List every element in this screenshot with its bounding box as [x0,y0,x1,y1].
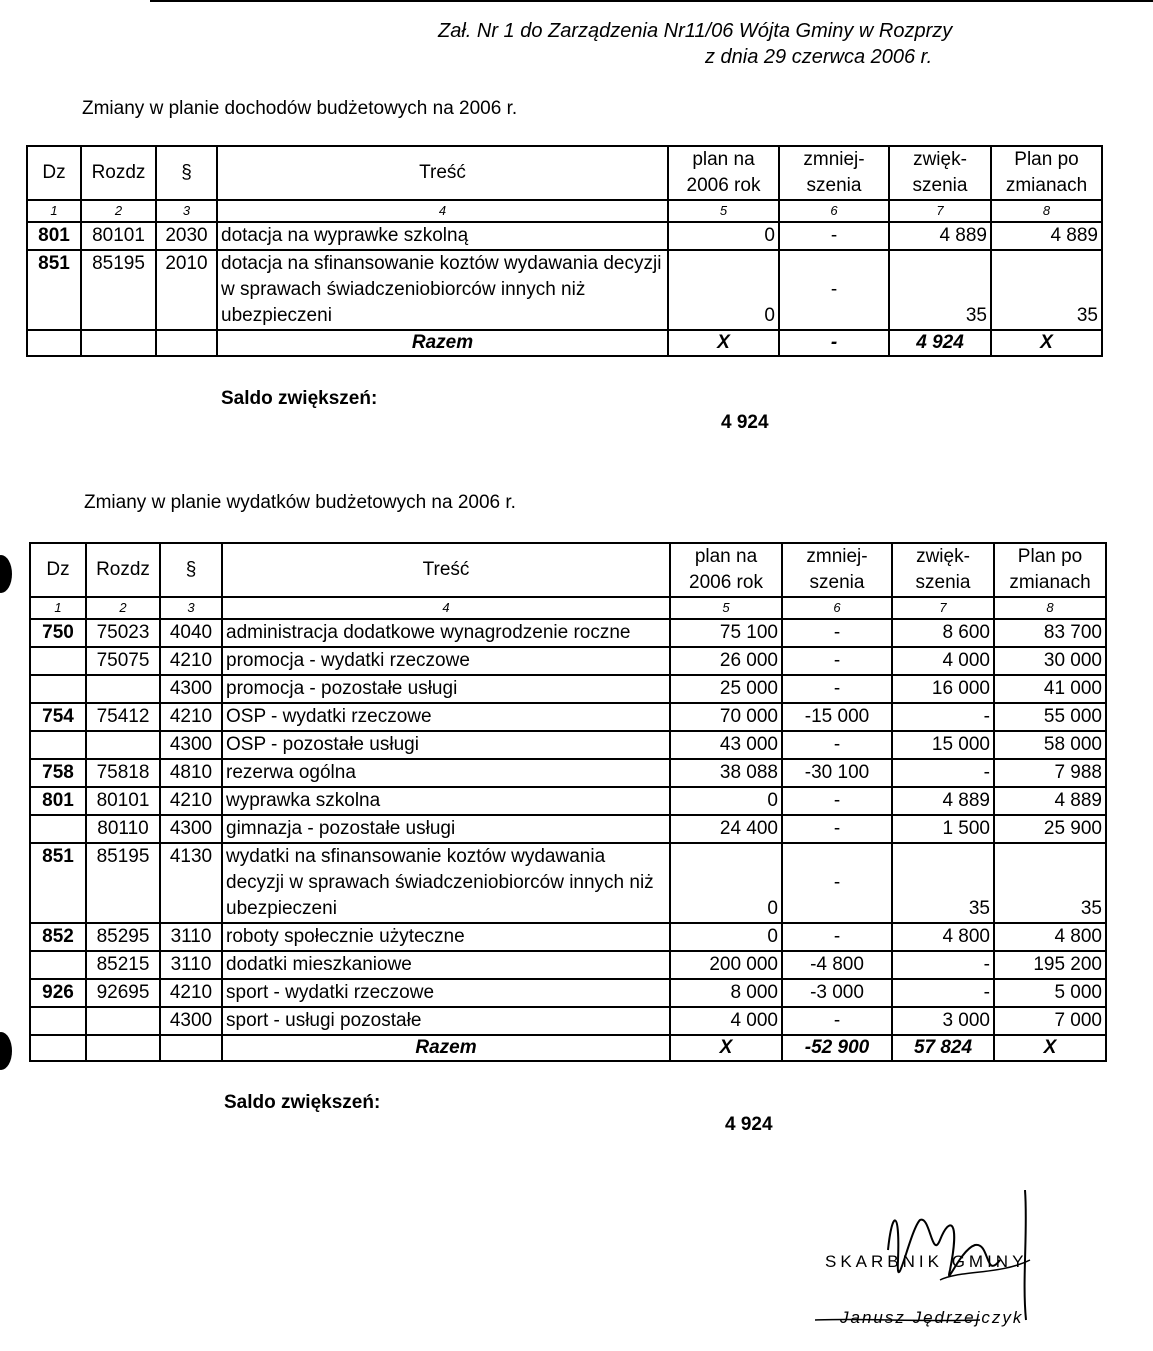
total-after-change: X [991,330,1102,356]
empty-cell [156,330,217,356]
table-row [30,787,1106,815]
increase-cell: 4 889 [892,787,994,815]
paragraph-cell: 4810 [160,759,222,787]
description-cell: dodatki mieszkaniowe [222,951,670,979]
expenses-saldo-value: 4 924 [725,1114,773,1135]
signature-stamp: SKARBNIK GMINY [825,1252,1028,1271]
increase-cell: - [892,979,994,1007]
after-change-cell: 55 000 [994,703,1106,731]
col-number: 2 [86,597,160,619]
after-change-cell: 4 800 [994,923,1106,951]
col-number: 4 [222,597,670,619]
division-cell: 801 [27,222,81,250]
paragraph-cell: 2010 [156,250,217,330]
after-change-cell: 4 889 [994,787,1106,815]
total-plan: X [668,330,779,356]
description-cell: promocja - wydatki rzeczowe [222,647,670,675]
signature-name: Janusz Jędrzejczyk [840,1308,1024,1327]
division-cell [30,647,86,675]
income-section-title: Zmiany w planie dochodów budżetowych na 2006 r. [82,98,518,119]
chapter-cell: 80101 [86,787,160,815]
after-change-cell: 30 000 [994,647,1106,675]
total-row [27,330,1102,356]
expenses-column-numbers [30,597,1106,619]
col-header-zmniejszenia: zmniej-szenia [782,543,892,597]
col-header-po-zmianach: Plan po zmianach [994,543,1106,597]
plan-cell: 200 000 [670,951,782,979]
table-row [30,1007,1106,1035]
paragraph-cell: 4300 [160,675,222,703]
total-label: Razem [222,1035,670,1061]
chapter-cell [86,1007,160,1035]
division-cell [30,731,86,759]
col-header-dz: Dz [27,146,81,200]
punch-hole-mark [0,555,12,593]
plan-cell: 8 000 [670,979,782,1007]
increase-cell: 1 500 [892,815,994,843]
description-cell: sport - usługi pozostałe [222,1007,670,1035]
expenses-section-title: Zmiany w planie wydatków budżetowych na 2006 r. [84,492,516,513]
col-header-zwiekszenia: zwięk-szenia [892,543,994,597]
paragraph-cell: 4300 [160,1007,222,1035]
income-saldo-label: Saldo zwiększeń: [221,388,378,409]
description-cell: rezerwa ogólna [222,759,670,787]
division-cell: 801 [30,787,86,815]
col-header-zmniejszenia: zmniej-szenia [779,146,889,200]
plan-cell: 0 [670,787,782,815]
table-row [30,619,1106,647]
col-header-zwiekszenia: zwięk-szenia [889,146,991,200]
col-header-paragraph: § [160,543,222,597]
paragraph-cell: 4210 [160,787,222,815]
chapter-cell: 92695 [86,979,160,1007]
description-cell: wyprawka szkolna [222,787,670,815]
chapter-cell: 85215 [86,951,160,979]
description-cell: OSP - pozostałe usługi [222,731,670,759]
decrease-cell: - [779,250,889,330]
paragraph-cell: 3110 [160,951,222,979]
table-row [30,703,1106,731]
decrease-cell: - [782,787,892,815]
increase-cell: 4 889 [889,222,991,250]
chapter-cell: 80101 [81,222,156,250]
after-change-cell: 35 [991,250,1102,330]
paragraph-cell: 3110 [160,923,222,951]
division-cell [30,675,86,703]
total-decrease: -52 900 [782,1035,892,1061]
col-number: 5 [670,597,782,619]
chapter-cell: 75818 [86,759,160,787]
increase-cell: 15 000 [892,731,994,759]
after-change-cell: 25 900 [994,815,1106,843]
table-row [30,979,1106,1007]
after-change-cell: 35 [994,843,1106,923]
plan-cell: 25 000 [670,675,782,703]
paragraph-cell: 4130 [160,843,222,923]
empty-cell [81,330,156,356]
col-number: 6 [779,200,889,222]
after-change-cell: 7 988 [994,759,1106,787]
total-increase: 57 824 [892,1035,994,1061]
increase-cell: 16 000 [892,675,994,703]
col-number: 3 [160,597,222,619]
expenses-table [29,542,1107,1062]
col-header-rozdz: Rozdz [86,543,160,597]
total-increase: 4 924 [889,330,991,356]
plan-cell: 0 [670,843,782,923]
table-row [30,843,1106,923]
table-row [27,222,1102,250]
col-number: 8 [991,200,1102,222]
col-header-plan: plan na 2006 rok [668,146,779,200]
after-change-cell: 41 000 [994,675,1106,703]
increase-cell: 4 000 [892,647,994,675]
after-change-cell: 4 889 [991,222,1102,250]
division-cell [30,815,86,843]
description-cell: gimnazja - pozostałe usługi [222,815,670,843]
plan-cell: 4 000 [670,1007,782,1035]
top-rule [150,0,1153,2]
after-change-cell: 58 000 [994,731,1106,759]
division-cell: 851 [30,843,86,923]
income-column-numbers [27,200,1102,222]
increase-cell: 35 [892,843,994,923]
increase-cell: - [892,759,994,787]
decrease-cell: -30 100 [782,759,892,787]
table-row [30,759,1106,787]
table-row [30,923,1106,951]
income-header-row [27,146,1102,200]
division-cell: 852 [30,923,86,951]
after-change-cell: 83 700 [994,619,1106,647]
total-plan: X [670,1035,782,1061]
decrease-cell: - [782,843,892,923]
signature-block [800,1190,1100,1340]
punch-hole-mark [0,1032,12,1070]
table-row [30,731,1106,759]
chapter-cell: 85195 [81,250,156,330]
col-number: 7 [889,200,991,222]
empty-cell [30,1035,86,1061]
increase-cell: - [892,703,994,731]
col-number: 1 [27,200,81,222]
plan-cell: 38 088 [670,759,782,787]
income-saldo-value: 4 924 [721,412,769,433]
col-header-plan: plan na 2006 rok [670,543,782,597]
table-row [30,675,1106,703]
after-change-cell: 7 000 [994,1007,1106,1035]
division-cell [30,1007,86,1035]
col-number: 6 [782,597,892,619]
description-cell: dotacja na sfinansowanie koztów wydawania decyzji w sprawach świadczeniobiorców innych niż ubezpieczeni [217,250,668,330]
decrease-cell: - [782,1007,892,1035]
col-number: 4 [217,200,668,222]
total-label: Razem [217,330,668,356]
description-cell: OSP - wydatki rzeczowe [222,703,670,731]
decrease-cell: - [782,647,892,675]
paragraph-cell: 2030 [156,222,217,250]
description-cell: dotacja na wyprawke szkolną [217,222,668,250]
total-row [30,1035,1106,1061]
table-row [30,815,1106,843]
reference-line-1: Zał. Nr 1 do Zarządzenia Nr11/06 Wójta Gminy w Rozprzy [438,20,953,42]
col-header-paragraph: § [156,146,217,200]
reference-date-line: z dnia 29 czerwca 2006 r. [705,46,933,68]
description-cell: administracja dodatkowe wynagrodzenie roczne [222,619,670,647]
division-cell: 851 [27,250,81,330]
income-table [26,145,1103,357]
description-cell: sport - wydatki rzeczowe [222,979,670,1007]
table-row [27,250,1102,330]
expenses-saldo-label: Saldo zwiększeń: [224,1092,381,1113]
plan-cell: 43 000 [670,731,782,759]
empty-cell [160,1035,222,1061]
plan-cell: 26 000 [670,647,782,675]
division-cell [30,951,86,979]
increase-cell: 4 800 [892,923,994,951]
empty-cell [86,1035,160,1061]
decrease-cell: - [782,731,892,759]
chapter-cell: 85195 [86,843,160,923]
plan-cell: 75 100 [670,619,782,647]
paragraph-cell: 4210 [160,647,222,675]
col-header-dz: Dz [30,543,86,597]
decrease-cell: - [782,675,892,703]
chapter-cell [86,731,160,759]
after-change-cell: 5 000 [994,979,1106,1007]
col-number: 2 [81,200,156,222]
decrease-cell: -15 000 [782,703,892,731]
decrease-cell: - [782,923,892,951]
paragraph-cell: 4300 [160,815,222,843]
description-cell: roboty społecznie użyteczne [222,923,670,951]
document-reference [420,18,1020,70]
chapter-cell: 85295 [86,923,160,951]
table-row [30,647,1106,675]
chapter-cell: 75075 [86,647,160,675]
chapter-cell [86,675,160,703]
chapter-cell: 75023 [86,619,160,647]
paragraph-cell: 4040 [160,619,222,647]
col-number: 5 [668,200,779,222]
division-cell: 754 [30,703,86,731]
paragraph-cell: 4300 [160,731,222,759]
expenses-header-row [30,543,1106,597]
description-cell: wydatki na sfinansowanie koztów wydawania decyzji w sprawach świadczeniobiorców innych niż ubezpieczeni [222,843,670,923]
increase-cell: 35 [889,250,991,330]
paragraph-cell: 4210 [160,703,222,731]
paragraph-cell: 4210 [160,979,222,1007]
total-decrease: - [779,330,889,356]
plan-cell: 70 000 [670,703,782,731]
increase-cell: - [892,951,994,979]
plan-cell: 0 [670,923,782,951]
col-header-rozdz: Rozdz [81,146,156,200]
col-number: 3 [156,200,217,222]
plan-cell: 0 [668,222,779,250]
decrease-cell: - [782,619,892,647]
division-cell: 750 [30,619,86,647]
table-row [30,951,1106,979]
decrease-cell: -3 000 [782,979,892,1007]
col-number: 1 [30,597,86,619]
description-cell: promocja - pozostałe usługi [222,675,670,703]
decrease-cell: - [779,222,889,250]
col-header-tresc: Treść [222,543,670,597]
chapter-cell: 75412 [86,703,160,731]
plan-cell: 24 400 [670,815,782,843]
plan-cell: 0 [668,250,779,330]
increase-cell: 3 000 [892,1007,994,1035]
col-header-tresc: Treść [217,146,668,200]
chapter-cell: 80110 [86,815,160,843]
empty-cell [27,330,81,356]
after-change-cell: 195 200 [994,951,1106,979]
division-cell: 758 [30,759,86,787]
total-after-change: X [994,1035,1106,1061]
division-cell: 926 [30,979,86,1007]
decrease-cell: -4 800 [782,951,892,979]
col-header-po-zmianach: Plan po zmianach [991,146,1102,200]
col-number: 8 [994,597,1106,619]
increase-cell: 8 600 [892,619,994,647]
col-number: 7 [892,597,994,619]
decrease-cell: - [782,815,892,843]
